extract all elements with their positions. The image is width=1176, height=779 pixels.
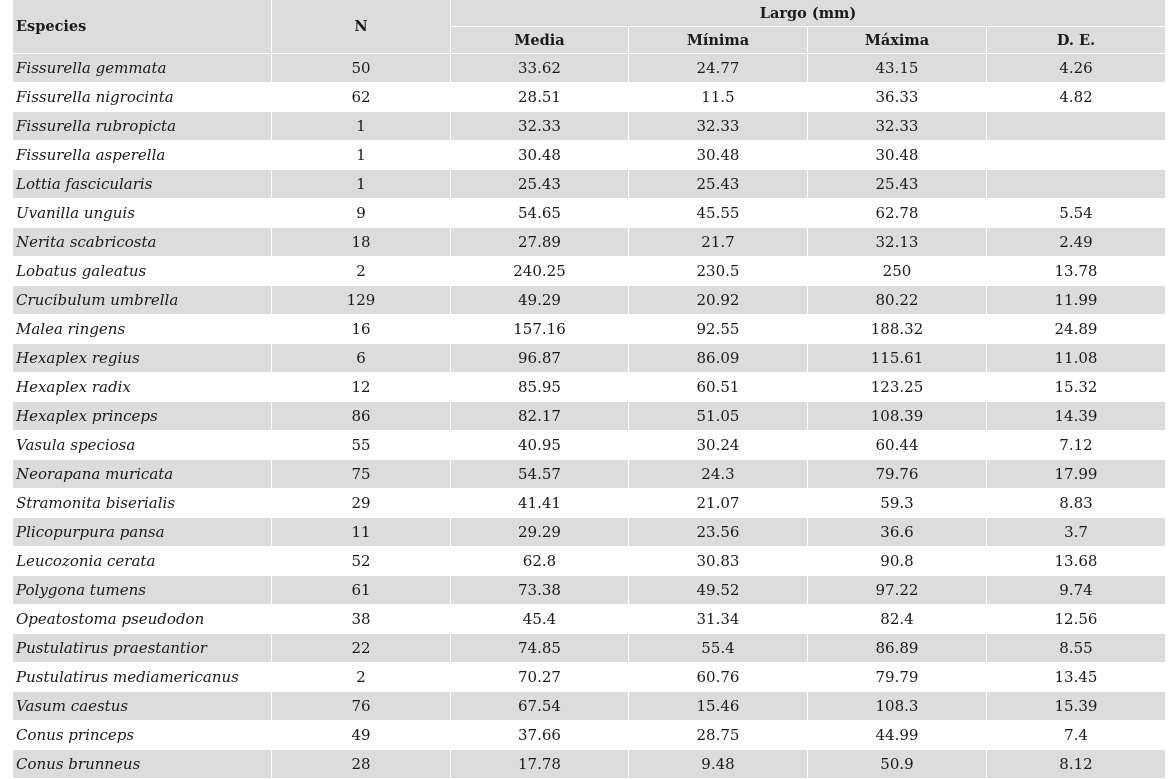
cell-n: 9 — [272, 199, 451, 228]
cell-media: 33.62 — [451, 54, 629, 83]
table-row — [13, 315, 1166, 344]
table-row — [13, 489, 1166, 518]
cell-media: 45.4 — [451, 605, 629, 634]
cell-n: 18 — [272, 228, 451, 257]
table-row — [13, 431, 1166, 460]
cell-n: 50 — [272, 54, 451, 83]
cell-media: 29.29 — [451, 518, 629, 547]
table-row — [13, 692, 1166, 721]
cell-species: Vasula speciosa — [13, 431, 272, 460]
cell-minima: 86.09 — [629, 344, 808, 373]
cell-species: Nerita scabricosta — [13, 228, 272, 257]
cell-n: 75 — [272, 460, 451, 489]
cell-maxima: 97.22 — [808, 576, 987, 605]
cell-n: 28 — [272, 750, 451, 779]
cell-de: 14.39 — [987, 402, 1166, 431]
cell-media: 85.95 — [451, 373, 629, 402]
cell-species: Conus princeps — [13, 721, 272, 750]
cell-maxima: 59.3 — [808, 489, 987, 518]
cell-de: 2.49 — [987, 228, 1166, 257]
table-row — [13, 721, 1166, 750]
table-row — [13, 141, 1166, 170]
cell-minima: 30.24 — [629, 431, 808, 460]
cell-species: Neorapana muricata — [13, 460, 272, 489]
cell-media: 82.17 — [451, 402, 629, 431]
cell-de: 7.12 — [987, 431, 1166, 460]
cell-de: 9.74 — [987, 576, 1166, 605]
cell-species: Crucibulum umbrella — [13, 286, 272, 315]
cell-species: Stramonita biserialis — [13, 489, 272, 518]
cell-minima: 45.55 — [629, 199, 808, 228]
cell-maxima: 188.32 — [808, 315, 987, 344]
cell-maxima: 60.44 — [808, 431, 987, 460]
cell-minima: 28.75 — [629, 721, 808, 750]
cell-n: 2 — [272, 663, 451, 692]
table-row — [13, 373, 1166, 402]
cell-n: 1 — [272, 112, 451, 141]
table-row — [13, 518, 1166, 547]
table-row — [13, 286, 1166, 315]
cell-media: 67.54 — [451, 692, 629, 721]
cell-maxima: 50.9 — [808, 750, 987, 779]
cell-media: 32.33 — [451, 112, 629, 141]
table-header — [13, 0, 1166, 54]
cell-minima: 24.3 — [629, 460, 808, 489]
cell-de: 15.32 — [987, 373, 1166, 402]
cell-minima: 30.83 — [629, 547, 808, 576]
cell-species: Vasum caestus — [13, 692, 272, 721]
cell-maxima: 44.99 — [808, 721, 987, 750]
cell-media: 157.16 — [451, 315, 629, 344]
cell-maxima: 62.78 — [808, 199, 987, 228]
cell-n: 38 — [272, 605, 451, 634]
cell-species: Hexaplex princeps — [13, 402, 272, 431]
cell-media: 70.27 — [451, 663, 629, 692]
cell-minima: 23.56 — [629, 518, 808, 547]
cell-species: Leucozonia cerata — [13, 547, 272, 576]
cell-media: 28.51 — [451, 83, 629, 112]
header-de: D. E. — [987, 27, 1166, 54]
cell-media: 17.78 — [451, 750, 629, 779]
cell-media: 73.38 — [451, 576, 629, 605]
cell-de: 13.45 — [987, 663, 1166, 692]
header-media: Media — [451, 27, 629, 54]
table-row — [13, 170, 1166, 199]
header-n: N — [272, 0, 451, 54]
cell-n: 1 — [272, 141, 451, 170]
cell-de: 12.56 — [987, 605, 1166, 634]
table-row — [13, 663, 1166, 692]
cell-species: Lobatus galeatus — [13, 257, 272, 286]
cell-species: Fissurella gemmata — [13, 54, 272, 83]
cell-de: 17.99 — [987, 460, 1166, 489]
cell-maxima: 108.39 — [808, 402, 987, 431]
cell-n: 16 — [272, 315, 451, 344]
cell-de: 7.4 — [987, 721, 1166, 750]
table-row — [13, 112, 1166, 141]
cell-maxima: 123.25 — [808, 373, 987, 402]
cell-n: 61 — [272, 576, 451, 605]
cell-species: Lottia fascicularis — [13, 170, 272, 199]
table-row — [13, 547, 1166, 576]
cell-de: 3.7 — [987, 518, 1166, 547]
cell-maxima: 115.61 — [808, 344, 987, 373]
table-row — [13, 54, 1166, 83]
table-row — [13, 228, 1166, 257]
cell-species: Conus brunneus — [13, 750, 272, 779]
cell-n: 22 — [272, 634, 451, 663]
cell-minima: 32.33 — [629, 112, 808, 141]
cell-maxima: 82.4 — [808, 605, 987, 634]
cell-maxima: 30.48 — [808, 141, 987, 170]
cell-minima: 15.46 — [629, 692, 808, 721]
cell-minima: 230.5 — [629, 257, 808, 286]
cell-n: 52 — [272, 547, 451, 576]
cell-minima: 55.4 — [629, 634, 808, 663]
cell-media: 30.48 — [451, 141, 629, 170]
cell-species: Hexaplex regius — [13, 344, 272, 373]
cell-n: 12 — [272, 373, 451, 402]
cell-species: Plicopurpura pansa — [13, 518, 272, 547]
cell-species: Pustulatirus mediamericanus — [13, 663, 272, 692]
cell-minima: 24.77 — [629, 54, 808, 83]
cell-maxima: 32.13 — [808, 228, 987, 257]
cell-maxima: 25.43 — [808, 170, 987, 199]
cell-media: 54.57 — [451, 460, 629, 489]
cell-de — [987, 112, 1166, 141]
cell-n: 6 — [272, 344, 451, 373]
cell-media: 62.8 — [451, 547, 629, 576]
cell-media: 54.65 — [451, 199, 629, 228]
cell-species: Hexaplex radix — [13, 373, 272, 402]
cell-minima: 25.43 — [629, 170, 808, 199]
cell-species: Pustulatirus praestantior — [13, 634, 272, 663]
cell-minima: 92.55 — [629, 315, 808, 344]
table-row — [13, 199, 1166, 228]
cell-media: 40.95 — [451, 431, 629, 460]
cell-media: 25.43 — [451, 170, 629, 199]
cell-minima: 60.76 — [629, 663, 808, 692]
cell-maxima: 36.33 — [808, 83, 987, 112]
table-row — [13, 750, 1166, 779]
cell-species: Uvanilla unguis — [13, 199, 272, 228]
cell-n: 11 — [272, 518, 451, 547]
cell-species: Malea ringens — [13, 315, 272, 344]
table-row — [13, 605, 1166, 634]
cell-media: 96.87 — [451, 344, 629, 373]
cell-minima: 11.5 — [629, 83, 808, 112]
cell-maxima: 32.33 — [808, 112, 987, 141]
cell-species: Opeatostoma pseudodon — [13, 605, 272, 634]
cell-de: 4.26 — [987, 54, 1166, 83]
cell-de: 8.83 — [987, 489, 1166, 518]
cell-de: 11.99 — [987, 286, 1166, 315]
cell-minima: 60.51 — [629, 373, 808, 402]
cell-de: 5.54 — [987, 199, 1166, 228]
cell-maxima: 36.6 — [808, 518, 987, 547]
cell-species: Fissurella asperella — [13, 141, 272, 170]
cell-maxima: 79.76 — [808, 460, 987, 489]
table-row — [13, 257, 1166, 286]
cell-maxima: 108.3 — [808, 692, 987, 721]
cell-n: 129 — [272, 286, 451, 315]
cell-minima: 30.48 — [629, 141, 808, 170]
cell-de: 8.55 — [987, 634, 1166, 663]
header-species: Especies — [13, 0, 272, 54]
cell-de: 13.78 — [987, 257, 1166, 286]
cell-minima: 9.48 — [629, 750, 808, 779]
cell-maxima: 90.8 — [808, 547, 987, 576]
cell-media: 41.41 — [451, 489, 629, 518]
cell-de: 24.89 — [987, 315, 1166, 344]
table-row — [13, 344, 1166, 373]
table-row — [13, 576, 1166, 605]
cell-n: 2 — [272, 257, 451, 286]
cell-species: Fissurella nigrocinta — [13, 83, 272, 112]
cell-n: 49 — [272, 721, 451, 750]
cell-minima: 21.07 — [629, 489, 808, 518]
cell-de: 13.68 — [987, 547, 1166, 576]
table-row — [13, 83, 1166, 112]
cell-de: 15.39 — [987, 692, 1166, 721]
cell-n: 1 — [272, 170, 451, 199]
cell-n: 55 — [272, 431, 451, 460]
cell-media: 74.85 — [451, 634, 629, 663]
cell-de — [987, 170, 1166, 199]
cell-media: 49.29 — [451, 286, 629, 315]
cell-maxima: 43.15 — [808, 54, 987, 83]
table-row — [13, 634, 1166, 663]
cell-de — [987, 141, 1166, 170]
cell-minima: 49.52 — [629, 576, 808, 605]
cell-minima: 20.92 — [629, 286, 808, 315]
cell-species: Fissurella rubropicta — [13, 112, 272, 141]
cell-species: Polygona tumens — [13, 576, 272, 605]
cell-n: 62 — [272, 83, 451, 112]
cell-minima: 21.7 — [629, 228, 808, 257]
cell-minima: 51.05 — [629, 402, 808, 431]
cell-media: 37.66 — [451, 721, 629, 750]
table-row — [13, 460, 1166, 489]
cell-media: 240.25 — [451, 257, 629, 286]
header-maxima: Máxima — [808, 27, 987, 54]
cell-maxima: 80.22 — [808, 286, 987, 315]
cell-maxima: 250 — [808, 257, 987, 286]
cell-minima: 31.34 — [629, 605, 808, 634]
species-length-table — [12, 0, 1166, 779]
cell-de: 11.08 — [987, 344, 1166, 373]
table-row — [13, 402, 1166, 431]
cell-n: 29 — [272, 489, 451, 518]
cell-n: 76 — [272, 692, 451, 721]
header-minima: Mínima — [629, 27, 808, 54]
cell-media: 27.89 — [451, 228, 629, 257]
cell-de: 8.12 — [987, 750, 1166, 779]
header-largo-group: Largo (mm) — [451, 0, 1166, 27]
cell-n: 86 — [272, 402, 451, 431]
cell-maxima: 86.89 — [808, 634, 987, 663]
cell-de: 4.82 — [987, 83, 1166, 112]
table-body — [13, 54, 1166, 779]
cell-maxima: 79.79 — [808, 663, 987, 692]
